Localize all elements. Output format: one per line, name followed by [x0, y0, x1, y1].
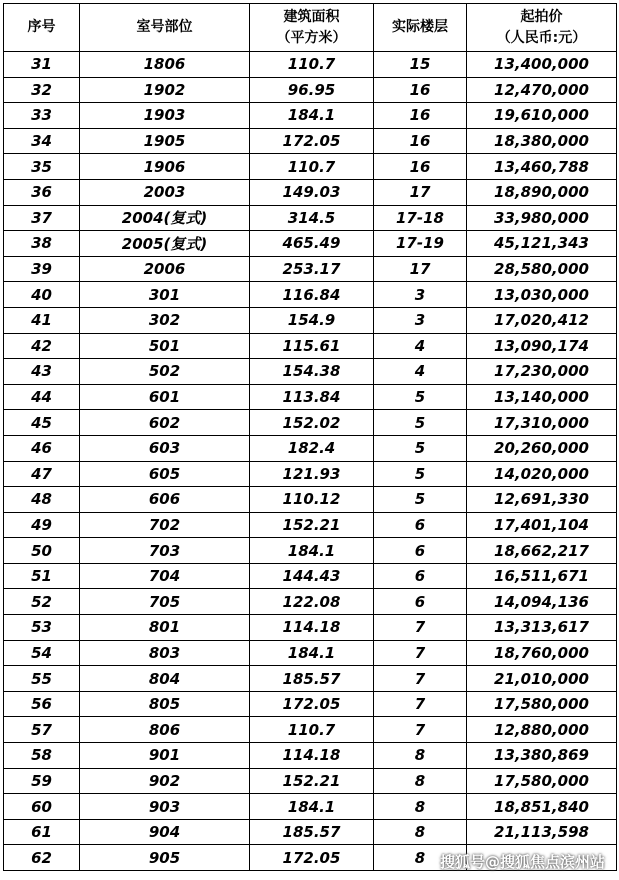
cell-room: 806 — [80, 717, 250, 743]
table-row — [4, 666, 617, 692]
cell-area: 110.7 — [250, 154, 374, 180]
cell-index: 58 — [4, 743, 80, 769]
cell-index: 36 — [4, 179, 80, 205]
cell-area: 96.95 — [250, 77, 374, 103]
cell-floor: 8 — [374, 768, 467, 794]
cell-area: 114.18 — [250, 743, 374, 769]
cell-price: 17,401,104 — [467, 512, 617, 538]
table-row — [4, 256, 617, 282]
table-row — [4, 231, 617, 257]
header-room: 室号部位 — [80, 4, 250, 52]
cell-price: 28,580,000 — [467, 256, 617, 282]
cell-area: 121.93 — [250, 461, 374, 487]
cell-room: 603 — [80, 435, 250, 461]
cell-index: 52 — [4, 589, 80, 615]
cell-area: 122.08 — [250, 589, 374, 615]
cell-price: 13,313,617 — [467, 615, 617, 641]
cell-floor: 16 — [374, 154, 467, 180]
cell-floor: 16 — [374, 103, 467, 129]
cell-room: 301 — [80, 282, 250, 308]
cell-room: 703 — [80, 538, 250, 564]
cell-room: 702 — [80, 512, 250, 538]
cell-room: 2003 — [80, 179, 250, 205]
cell-price: 19,610,000 — [467, 103, 617, 129]
table-row — [4, 282, 617, 308]
table-row — [4, 615, 617, 641]
table-row — [4, 512, 617, 538]
cell-price: 33,980,000 — [467, 205, 617, 231]
cell-price: 13,140,000 — [467, 384, 617, 410]
table-row — [4, 743, 617, 769]
cell-index: 51 — [4, 563, 80, 589]
cell-area: 184.1 — [250, 538, 374, 564]
cell-price: 17,230,000 — [467, 359, 617, 385]
cell-floor: 5 — [374, 384, 467, 410]
cell-floor: 17 — [374, 256, 467, 282]
cell-index: 50 — [4, 538, 80, 564]
cell-floor: 16 — [374, 77, 467, 103]
cell-price: 18,662,217 — [467, 538, 617, 564]
cell-room: 902 — [80, 768, 250, 794]
cell-price: 13,380,869 — [467, 743, 617, 769]
table-row — [4, 384, 617, 410]
table-row — [4, 103, 617, 129]
cell-room: 2004(复式) — [80, 205, 250, 231]
table-row — [4, 333, 617, 359]
cell-room: 606 — [80, 487, 250, 513]
table-row — [4, 52, 617, 78]
table-row — [4, 717, 617, 743]
table-row — [4, 307, 617, 333]
cell-index: 57 — [4, 717, 80, 743]
cell-floor: 17-19 — [374, 231, 467, 257]
cell-room: 904 — [80, 819, 250, 845]
cell-price: 18,890,000 — [467, 179, 617, 205]
header-index: 序号 — [4, 4, 80, 52]
cell-price: 21,113,598 — [467, 819, 617, 845]
cell-area: 172.05 — [250, 845, 374, 871]
cell-floor: 6 — [374, 589, 467, 615]
cell-price: 17,020,412 — [467, 307, 617, 333]
cell-floor: 7 — [374, 666, 467, 692]
cell-price: 17,580,000 — [467, 691, 617, 717]
cell-area: 184.1 — [250, 794, 374, 820]
cell-index: 55 — [4, 666, 80, 692]
table-row — [4, 768, 617, 794]
cell-index: 31 — [4, 52, 80, 78]
table-header — [4, 4, 617, 52]
cell-index: 47 — [4, 461, 80, 487]
cell-index: 41 — [4, 307, 80, 333]
cell-floor: 16 — [374, 128, 467, 154]
cell-area: 465.49 — [250, 231, 374, 257]
table-row — [4, 359, 617, 385]
cell-floor: 5 — [374, 487, 467, 513]
cell-room: 804 — [80, 666, 250, 692]
cell-area: 114.18 — [250, 615, 374, 641]
table-row — [4, 563, 617, 589]
cell-index: 43 — [4, 359, 80, 385]
watermark-text: 搜狐号@搜狐焦点滨州站 — [439, 853, 605, 871]
cell-room: 605 — [80, 461, 250, 487]
cell-floor: 7 — [374, 691, 467, 717]
auction-price-table — [3, 3, 617, 871]
table-row — [4, 410, 617, 436]
cell-index: 49 — [4, 512, 80, 538]
cell-room: 1806 — [80, 52, 250, 78]
cell-price: 16,511,671 — [467, 563, 617, 589]
cell-area: 253.17 — [250, 256, 374, 282]
cell-area: 110.7 — [250, 717, 374, 743]
cell-area: 182.4 — [250, 435, 374, 461]
cell-area: 172.05 — [250, 691, 374, 717]
cell-index: 44 — [4, 384, 80, 410]
cell-room: 803 — [80, 640, 250, 666]
cell-room: 903 — [80, 794, 250, 820]
cell-area: 314.5 — [250, 205, 374, 231]
table-row — [4, 435, 617, 461]
cell-room: 601 — [80, 384, 250, 410]
cell-price: 21,010,000 — [467, 666, 617, 692]
cell-room: 302 — [80, 307, 250, 333]
cell-floor: 7 — [374, 615, 467, 641]
cell-price: 17,580,000 — [467, 768, 617, 794]
cell-index: 59 — [4, 768, 80, 794]
cell-floor: 17-18 — [374, 205, 467, 231]
cell-index: 45 — [4, 410, 80, 436]
cell-room: 905 — [80, 845, 250, 871]
cell-area: 152.21 — [250, 512, 374, 538]
cell-room: 705 — [80, 589, 250, 615]
cell-room: 2005(复式) — [80, 231, 250, 257]
cell-area: 185.57 — [250, 819, 374, 845]
cell-area: 154.9 — [250, 307, 374, 333]
cell-index: 62 — [4, 845, 80, 871]
cell-floor: 7 — [374, 717, 467, 743]
table-row — [4, 794, 617, 820]
table-row — [4, 154, 617, 180]
cell-floor: 15 — [374, 52, 467, 78]
cell-floor: 8 — [374, 819, 467, 845]
cell-floor: 7 — [374, 640, 467, 666]
table-row — [4, 205, 617, 231]
table-row — [4, 819, 617, 845]
cell-room: 901 — [80, 743, 250, 769]
cell-area: 144.43 — [250, 563, 374, 589]
cell-index: 42 — [4, 333, 80, 359]
header-floor: 实际楼层 — [374, 4, 467, 52]
cell-area: 110.12 — [250, 487, 374, 513]
cell-index: 53 — [4, 615, 80, 641]
cell-room: 704 — [80, 563, 250, 589]
cell-floor: 3 — [374, 307, 467, 333]
cell-room: 2006 — [80, 256, 250, 282]
cell-price: 12,691,330 — [467, 487, 617, 513]
cell-area: 152.02 — [250, 410, 374, 436]
cell-room: 1905 — [80, 128, 250, 154]
cell-floor: 8 — [374, 743, 467, 769]
cell-index: 34 — [4, 128, 80, 154]
cell-room: 602 — [80, 410, 250, 436]
table-row — [4, 128, 617, 154]
cell-area: 154.38 — [250, 359, 374, 385]
cell-index: 35 — [4, 154, 80, 180]
cell-index: 38 — [4, 231, 80, 257]
cell-floor: 6 — [374, 512, 467, 538]
cell-room: 502 — [80, 359, 250, 385]
cell-floor: 6 — [374, 563, 467, 589]
cell-price: 12,470,000 — [467, 77, 617, 103]
table-row — [4, 77, 617, 103]
cell-area: 184.1 — [250, 103, 374, 129]
cell-area: 115.61 — [250, 333, 374, 359]
cell-index: 32 — [4, 77, 80, 103]
cell-price: 17,310,000 — [467, 410, 617, 436]
cell-floor: 6 — [374, 538, 467, 564]
cell-floor: 5 — [374, 435, 467, 461]
cell-price: 18,760,000 — [467, 640, 617, 666]
cell-area: 113.84 — [250, 384, 374, 410]
cell-price: 18,380,000 — [467, 128, 617, 154]
cell-price: 13,400,000 — [467, 52, 617, 78]
cell-index: 60 — [4, 794, 80, 820]
cell-floor: 4 — [374, 333, 467, 359]
cell-index: 54 — [4, 640, 80, 666]
table-row — [4, 461, 617, 487]
cell-index: 46 — [4, 435, 80, 461]
cell-room: 1902 — [80, 77, 250, 103]
cell-area: 110.7 — [250, 52, 374, 78]
table-body — [4, 52, 617, 871]
cell-floor: 3 — [374, 282, 467, 308]
header-area: 建筑面积 （平方米） — [250, 4, 374, 52]
cell-floor: 5 — [374, 410, 467, 436]
cell-price: 14,020,000 — [467, 461, 617, 487]
cell-index: 39 — [4, 256, 80, 282]
cell-room: 501 — [80, 333, 250, 359]
cell-index: 33 — [4, 103, 80, 129]
cell-floor: 4 — [374, 359, 467, 385]
cell-index: 40 — [4, 282, 80, 308]
cell-index: 56 — [4, 691, 80, 717]
cell-price: 13,030,000 — [467, 282, 617, 308]
table-row — [4, 691, 617, 717]
cell-area: 172.05 — [250, 128, 374, 154]
cell-room: 801 — [80, 615, 250, 641]
cell-index: 61 — [4, 819, 80, 845]
header-row — [4, 4, 617, 52]
cell-price: 18,851,840 — [467, 794, 617, 820]
cell-price: 13,090,174 — [467, 333, 617, 359]
cell-floor: 8 — [374, 794, 467, 820]
cell-price: 13,460,788 — [467, 154, 617, 180]
cell-index: 48 — [4, 487, 80, 513]
cell-price: 14,094,136 — [467, 589, 617, 615]
cell-area: 116.84 — [250, 282, 374, 308]
cell-area: 184.1 — [250, 640, 374, 666]
cell-index: 37 — [4, 205, 80, 231]
header-price: 起拍价 （人民币:元） — [467, 4, 617, 52]
cell-area: 149.03 — [250, 179, 374, 205]
table-row — [4, 538, 617, 564]
cell-price: 12,880,000 — [467, 717, 617, 743]
cell-floor: 5 — [374, 461, 467, 487]
cell-price: 20,260,000 — [467, 435, 617, 461]
table-row — [4, 179, 617, 205]
cell-room: 1906 — [80, 154, 250, 180]
table-row — [4, 487, 617, 513]
cell-price: 45,121,343 — [467, 231, 617, 257]
cell-area: 185.57 — [250, 666, 374, 692]
cell-area: 152.21 — [250, 768, 374, 794]
cell-floor: 17 — [374, 179, 467, 205]
cell-floor: 8 — [374, 845, 467, 871]
table-row — [4, 589, 617, 615]
table-row — [4, 640, 617, 666]
cell-room: 1903 — [80, 103, 250, 129]
cell-room: 805 — [80, 691, 250, 717]
